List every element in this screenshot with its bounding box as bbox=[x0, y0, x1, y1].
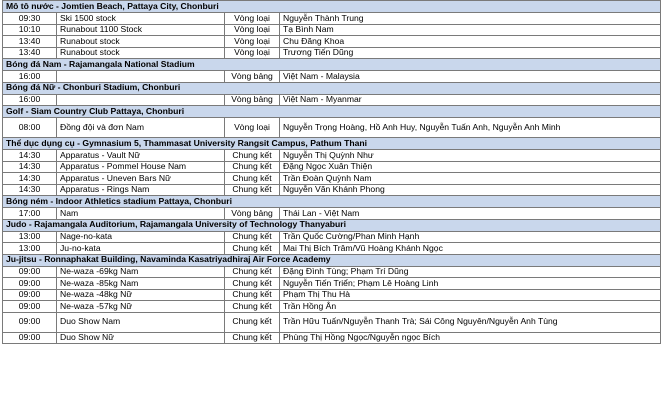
event-name: Apparatus - Vault Nữ bbox=[57, 150, 225, 162]
event-name: Runabout 1100 Stock bbox=[57, 24, 225, 36]
event-round: Vòng bảng bbox=[225, 71, 280, 83]
section-header bbox=[3, 106, 661, 118]
event-row bbox=[3, 150, 661, 162]
event-row bbox=[3, 278, 661, 290]
section-header bbox=[3, 82, 661, 94]
event-athletes: Mai Thị Bích Trâm/Vũ Hoàng Khánh Ngọc bbox=[280, 243, 661, 255]
event-round: Chung kết bbox=[225, 231, 280, 243]
event-athletes: Phùng Thị Hồng Ngọc/Nguyễn ngọc Bích bbox=[280, 332, 661, 344]
event-round: Chung kết bbox=[225, 278, 280, 290]
event-row bbox=[3, 208, 661, 220]
event-name: Nam bbox=[57, 208, 225, 220]
event-athletes: Phạm Thị Thu Hà bbox=[280, 289, 661, 301]
event-athletes: Nguyễn Thành Trung bbox=[280, 13, 661, 25]
section-title: Thể dục dụng cụ - Gymnasium 5, Thammasat University Rangsit Campus, Pathum Thani bbox=[3, 138, 661, 150]
event-name: Đồng đội và đơn Nam bbox=[57, 118, 225, 138]
event-name: Apparatus - Uneven Bars Nữ bbox=[57, 173, 225, 185]
section-title: Judo - Rajamangala Auditorium, Rajamangala University of Technology Thanyaburi bbox=[3, 219, 661, 231]
event-round: Chung kết bbox=[225, 289, 280, 301]
event-round: Chung kết bbox=[225, 301, 280, 313]
event-time: 13:40 bbox=[3, 47, 57, 59]
event-name: Duo Show Nam bbox=[57, 312, 225, 332]
event-round: Chung kết bbox=[225, 173, 280, 185]
event-time: 14:30 bbox=[3, 173, 57, 185]
event-round: Chung kết bbox=[225, 266, 280, 278]
event-athletes: Nguyễn Thị Quỳnh Như bbox=[280, 150, 661, 162]
event-round: Vòng loại bbox=[225, 118, 280, 138]
event-time: 09:00 bbox=[3, 332, 57, 344]
event-round: Chung kết bbox=[225, 150, 280, 162]
event-row bbox=[3, 71, 661, 83]
event-row bbox=[3, 332, 661, 344]
event-row bbox=[3, 301, 661, 313]
event-time: 14:30 bbox=[3, 150, 57, 162]
event-name: Ne-waza -85kg Nam bbox=[57, 278, 225, 290]
event-time: 09:00 bbox=[3, 266, 57, 278]
section-title: Mô tô nước - Jomtien Beach, Pattaya City, Chonburi bbox=[3, 1, 661, 13]
event-row bbox=[3, 231, 661, 243]
section-header bbox=[3, 219, 661, 231]
section-title: Bóng đá Nữ - Chonburi Stadium, Chonburi bbox=[3, 82, 661, 94]
section-header bbox=[3, 254, 661, 266]
event-name bbox=[57, 71, 225, 83]
event-round: Chung kết bbox=[225, 312, 280, 332]
event-row bbox=[3, 243, 661, 255]
event-round: Chung kết bbox=[225, 161, 280, 173]
event-time: 14:30 bbox=[3, 184, 57, 196]
event-athletes: Nguyễn Trọng Hoàng, Hồ Anh Huy, Nguyễn Tuấn Anh, Nguyễn Anh Minh bbox=[280, 118, 661, 138]
event-round: Chung kết bbox=[225, 243, 280, 255]
event-time: 08:00 bbox=[3, 118, 57, 138]
section-title: Ju-jitsu - Ronnaphakat Building, Navaminda Kasatriyadhiraj Air Force Academy bbox=[3, 254, 661, 266]
event-round: Vòng loại bbox=[225, 13, 280, 25]
event-round: Vòng loại bbox=[225, 36, 280, 48]
event-row bbox=[3, 289, 661, 301]
event-round: Vòng loại bbox=[225, 47, 280, 59]
event-row bbox=[3, 13, 661, 25]
event-time: 16:00 bbox=[3, 94, 57, 106]
event-athletes: Đặng Đình Tùng; Phạm Trí Dũng bbox=[280, 266, 661, 278]
section-title: Golf - Siam Country Club Pattaya, Chonburi bbox=[3, 106, 661, 118]
event-round: Chung kết bbox=[225, 332, 280, 344]
event-athletes: Trần Quốc Cường/Phan Minh Hạnh bbox=[280, 231, 661, 243]
event-athletes: Trần Hữu Tuấn/Nguyễn Thanh Trà; Sái Công Nguyên/Nguyễn Anh Tùng bbox=[280, 312, 661, 332]
event-athletes: Chu Đăng Khoa bbox=[280, 36, 661, 48]
event-name: Duo Show Nữ bbox=[57, 332, 225, 344]
event-row bbox=[3, 173, 661, 185]
event-name: Nage-no-kata bbox=[57, 231, 225, 243]
event-athletes: Việt Nam - Malaysia bbox=[280, 71, 661, 83]
event-row bbox=[3, 266, 661, 278]
event-time: 14:30 bbox=[3, 161, 57, 173]
event-row bbox=[3, 94, 661, 106]
event-name: Runabout stock bbox=[57, 36, 225, 48]
event-athletes: Việt Nam - Myanmar bbox=[280, 94, 661, 106]
event-athletes: Nguyễn Tiến Triển; Phạm Lê Hoàng Linh bbox=[280, 278, 661, 290]
event-time: 09:00 bbox=[3, 289, 57, 301]
event-time: 13:00 bbox=[3, 231, 57, 243]
event-round: Vòng loại bbox=[225, 24, 280, 36]
section-title: Bóng ném - Indoor Athletics stadium Pattaya, Chonburi bbox=[3, 196, 661, 208]
event-athletes: Trương Tiến Dũng bbox=[280, 47, 661, 59]
event-name: Runabout stock bbox=[57, 47, 225, 59]
event-name bbox=[57, 94, 225, 106]
schedule-body bbox=[3, 1, 661, 344]
event-name: Ne-waza -69kg Nam bbox=[57, 266, 225, 278]
event-row bbox=[3, 36, 661, 48]
event-row bbox=[3, 161, 661, 173]
section-header bbox=[3, 1, 661, 13]
event-time: 09:00 bbox=[3, 278, 57, 290]
event-row bbox=[3, 24, 661, 36]
event-name: Ski 1500 stock bbox=[57, 13, 225, 25]
event-time: 13:40 bbox=[3, 36, 57, 48]
event-round: Vòng bảng bbox=[225, 94, 280, 106]
event-row bbox=[3, 312, 661, 332]
event-athletes: Nguyễn Văn Khánh Phong bbox=[280, 184, 661, 196]
event-name: Apparatus - Rings Nam bbox=[57, 184, 225, 196]
event-row bbox=[3, 184, 661, 196]
event-time: 16:00 bbox=[3, 71, 57, 83]
event-name: Apparatus - Pommel House Nam bbox=[57, 161, 225, 173]
event-athletes: Trần Hồng Ân bbox=[280, 301, 661, 313]
event-time: 09:00 bbox=[3, 301, 57, 313]
section-header bbox=[3, 59, 661, 71]
schedule-table bbox=[2, 0, 661, 344]
event-row bbox=[3, 118, 661, 138]
event-athletes: Đặng Ngọc Xuân Thiện bbox=[280, 161, 661, 173]
event-time: 09:00 bbox=[3, 312, 57, 332]
event-round: Chung kết bbox=[225, 184, 280, 196]
event-athletes: Tạ Bình Nam bbox=[280, 24, 661, 36]
event-athletes: Thái Lan - Việt Nam bbox=[280, 208, 661, 220]
section-header bbox=[3, 138, 661, 150]
event-name: Ju-no-kata bbox=[57, 243, 225, 255]
event-round: Vòng bảng bbox=[225, 208, 280, 220]
event-time: 17:00 bbox=[3, 208, 57, 220]
event-row bbox=[3, 47, 661, 59]
event-time: 10:10 bbox=[3, 24, 57, 36]
event-name: Ne-waza -48kg Nữ bbox=[57, 289, 225, 301]
section-header bbox=[3, 196, 661, 208]
event-name: Ne-waza -57kg Nữ bbox=[57, 301, 225, 313]
event-athletes: Trần Đoàn Quỳnh Nam bbox=[280, 173, 661, 185]
section-title: Bóng đá Nam - Rajamangala National Stadium bbox=[3, 59, 661, 71]
event-time: 09:30 bbox=[3, 13, 57, 25]
event-time: 13:00 bbox=[3, 243, 57, 255]
